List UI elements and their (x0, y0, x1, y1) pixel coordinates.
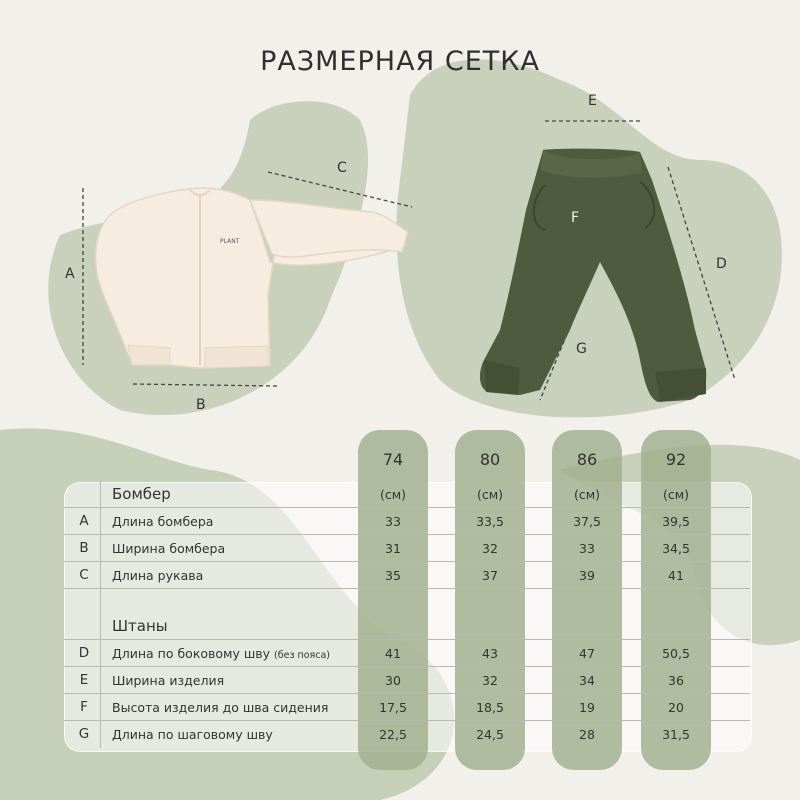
bomber-jacket-icon (96, 188, 408, 368)
value-cell: 43 (482, 646, 498, 661)
table-row (64, 535, 750, 562)
pants-icon (480, 149, 706, 402)
value-cell: 39,5 (662, 514, 690, 529)
value-cell: 36 (668, 673, 684, 688)
row-label: Ширина бомбера (112, 541, 226, 556)
value-cell: 28 (579, 727, 595, 742)
row-letter: G (78, 726, 90, 742)
dimension-d-label: D (716, 256, 727, 272)
value-cell: 41 (668, 568, 684, 583)
dimension-c-label: C (337, 160, 347, 176)
value-cell: 32 (482, 673, 498, 688)
row-label: Ширина изделия (112, 673, 225, 688)
size-header: 86 (576, 450, 598, 469)
table-row (64, 694, 750, 721)
value-cell: 34,5 (662, 541, 690, 556)
value-cell: 34 (579, 673, 595, 688)
row-label: Длина по шаговому шву (112, 727, 273, 742)
row-letter: C (79, 567, 89, 583)
row-letter: F (80, 699, 88, 715)
bomber-section-row (64, 481, 750, 508)
row-letter: D (78, 645, 90, 661)
value-cell: 32 (482, 541, 498, 556)
value-cell: 18,5 (476, 700, 504, 715)
unit-label: (см) (573, 487, 601, 502)
value-cell: 20 (668, 700, 684, 715)
dimension-b-label: B (196, 397, 206, 413)
dimension-a-label: A (65, 266, 75, 282)
bomber-brand-label: PLANT (220, 238, 240, 245)
row-label: Высота изделия до шва сидения (112, 700, 329, 715)
size-header: 74 (382, 450, 404, 469)
value-cell: 31 (385, 541, 401, 556)
value-cell: 19 (579, 700, 595, 715)
table-row (64, 721, 750, 748)
dimension-c-arrow (268, 172, 412, 207)
value-cell: 33 (385, 514, 401, 529)
row-label: Длина рукава (112, 568, 204, 583)
pants-section-title: Штаны (112, 617, 168, 635)
value-cell: 30 (385, 673, 401, 688)
dimension-b-arrow (133, 384, 277, 386)
value-cell: 37,5 (573, 514, 601, 529)
pants-section-row (64, 613, 750, 640)
spacer-row (64, 589, 750, 613)
table-row (64, 667, 750, 694)
bomber-section-title: Бомбер (112, 485, 171, 503)
row-letter: A (79, 513, 89, 529)
dimension-g-label: G (576, 341, 587, 357)
value-cell: 37 (482, 568, 498, 583)
unit-label: (см) (662, 487, 690, 502)
value-cell: 39 (579, 568, 595, 583)
size-header: 80 (479, 450, 501, 469)
table-row (64, 508, 750, 535)
value-cell: 41 (385, 646, 401, 661)
value-cell: 22,5 (379, 727, 407, 742)
dimension-e-label: E (588, 93, 597, 109)
value-cell: 31,5 (662, 727, 690, 742)
unit-label: (см) (379, 487, 407, 502)
value-cell: 47 (579, 646, 595, 661)
size-header: 92 (665, 450, 687, 469)
row-note: (без пояса) (274, 650, 331, 661)
value-cell: 24,5 (476, 727, 504, 742)
row-letter: E (79, 672, 89, 688)
row-label: Длина по боковому шву (112, 646, 271, 661)
value-cell: 33,5 (476, 514, 504, 529)
row-label-wrap (112, 640, 330, 667)
dimension-f-label: F (571, 210, 580, 226)
page-title: РАЗМЕРНАЯ СЕТКА (260, 46, 540, 77)
value-cell: 17,5 (379, 700, 407, 715)
row-label: Длина бомбера (112, 514, 214, 529)
value-cell: 33 (579, 541, 595, 556)
table-row (64, 640, 750, 667)
table-row (64, 562, 750, 589)
value-cell: 35 (385, 568, 401, 583)
unit-label: (см) (476, 487, 504, 502)
value-cell: 50,5 (662, 646, 690, 661)
row-letter: B (79, 540, 89, 556)
